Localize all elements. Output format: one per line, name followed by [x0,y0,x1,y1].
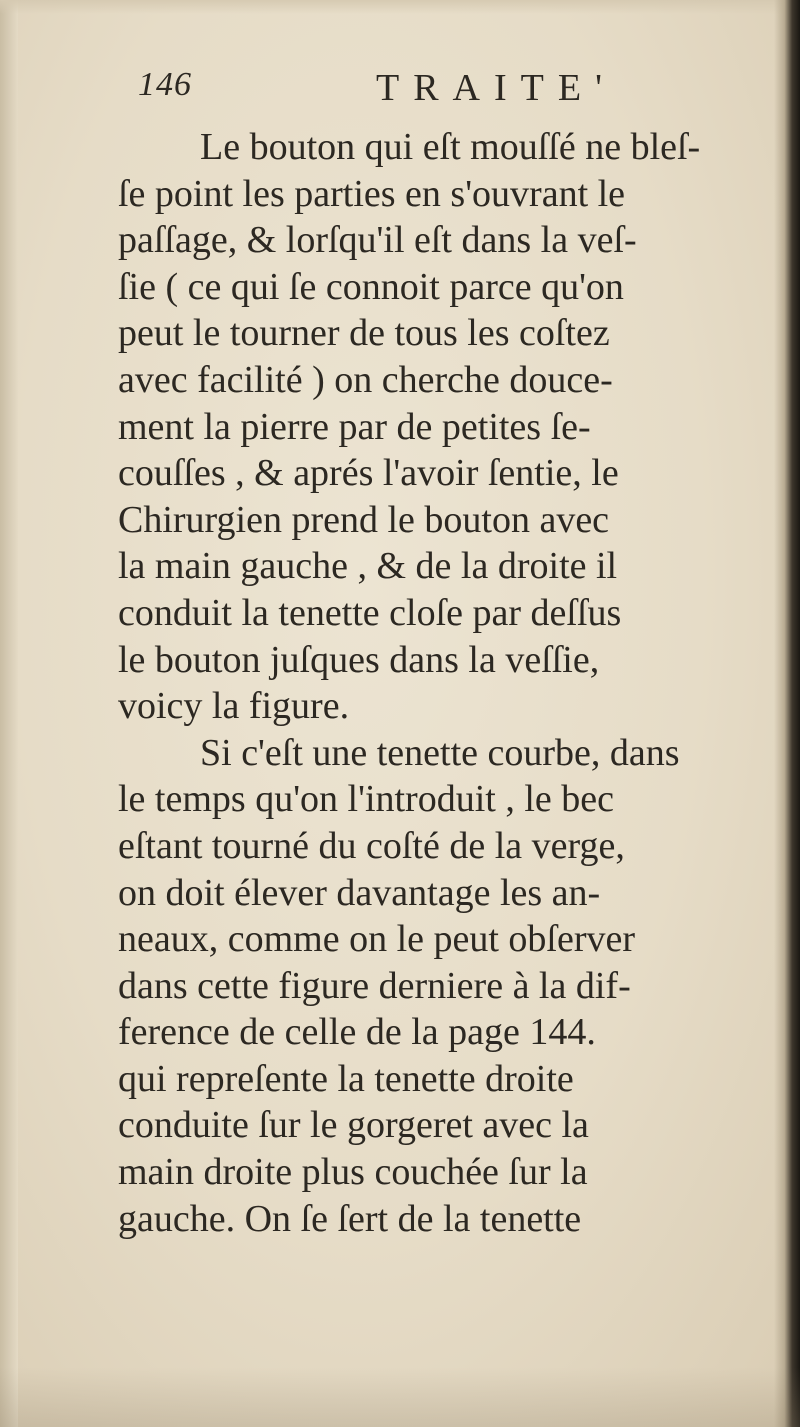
text-line: ment la pierre par de petites ſe- [118,405,591,448]
text-line: eſtant tourné du coſté de la verge, [118,824,625,867]
page-bottom-shadow [0,1367,800,1427]
page-number: 146 [138,66,192,103]
text-line: on doit élever davantage les an- [118,871,601,914]
text-line: Chirurgien prend le bouton avec [118,498,610,541]
page-gutter-shadow [774,0,800,1427]
text-line: ſe point les parties en s'ouvrant le [118,172,626,215]
text-line: le bouton juſques dans la veſſie, [118,638,600,681]
text-line: dans cette figure derniere à la dif- [118,964,631,1007]
page-header [138,66,698,116]
text-line: peut le tourner de tous les coſtez [118,312,610,355]
running-title: TRAITE' [376,67,616,109]
text-line: gauche. On ſe ſert de la tenette [118,1197,582,1240]
page-top-edge [0,0,800,14]
text-line: main droite plus couchée ſur la [118,1151,588,1194]
text-line: qui repreſente la tenette droite [118,1057,574,1100]
text-line: avec facilité ) on cherche douce- [118,358,613,401]
text-line: neaux, comme on le peut obſerver [118,918,636,961]
text-line: paſſage, & lorſqu'il eſt dans la veſ- [118,219,637,262]
text-line: Le bouton qui eſt mouſſé ne bleſ- [200,126,701,168]
body-text [118,124,770,1242]
text-line: ference de celle de la page 144. [118,1011,596,1054]
page-left-edge [0,0,18,1427]
text-line: ſie ( ce qui ſe connoit parce qu'on [118,265,624,308]
text-line: Si c'eſt une tenette courbe, dans [200,731,680,774]
text-line: la main gauche , & de la droite il [118,545,618,588]
text-line: couſſes , & aprés l'avoir ſentie, le [118,452,619,495]
text-line: conduite ſur le gorgeret avec la [118,1104,589,1147]
text-line: voicy la figure. [118,685,350,728]
text-line: le temps qu'on l'introduit , le bec [118,778,614,821]
text-line: conduit la tenette cloſe par deſſus [118,591,622,634]
